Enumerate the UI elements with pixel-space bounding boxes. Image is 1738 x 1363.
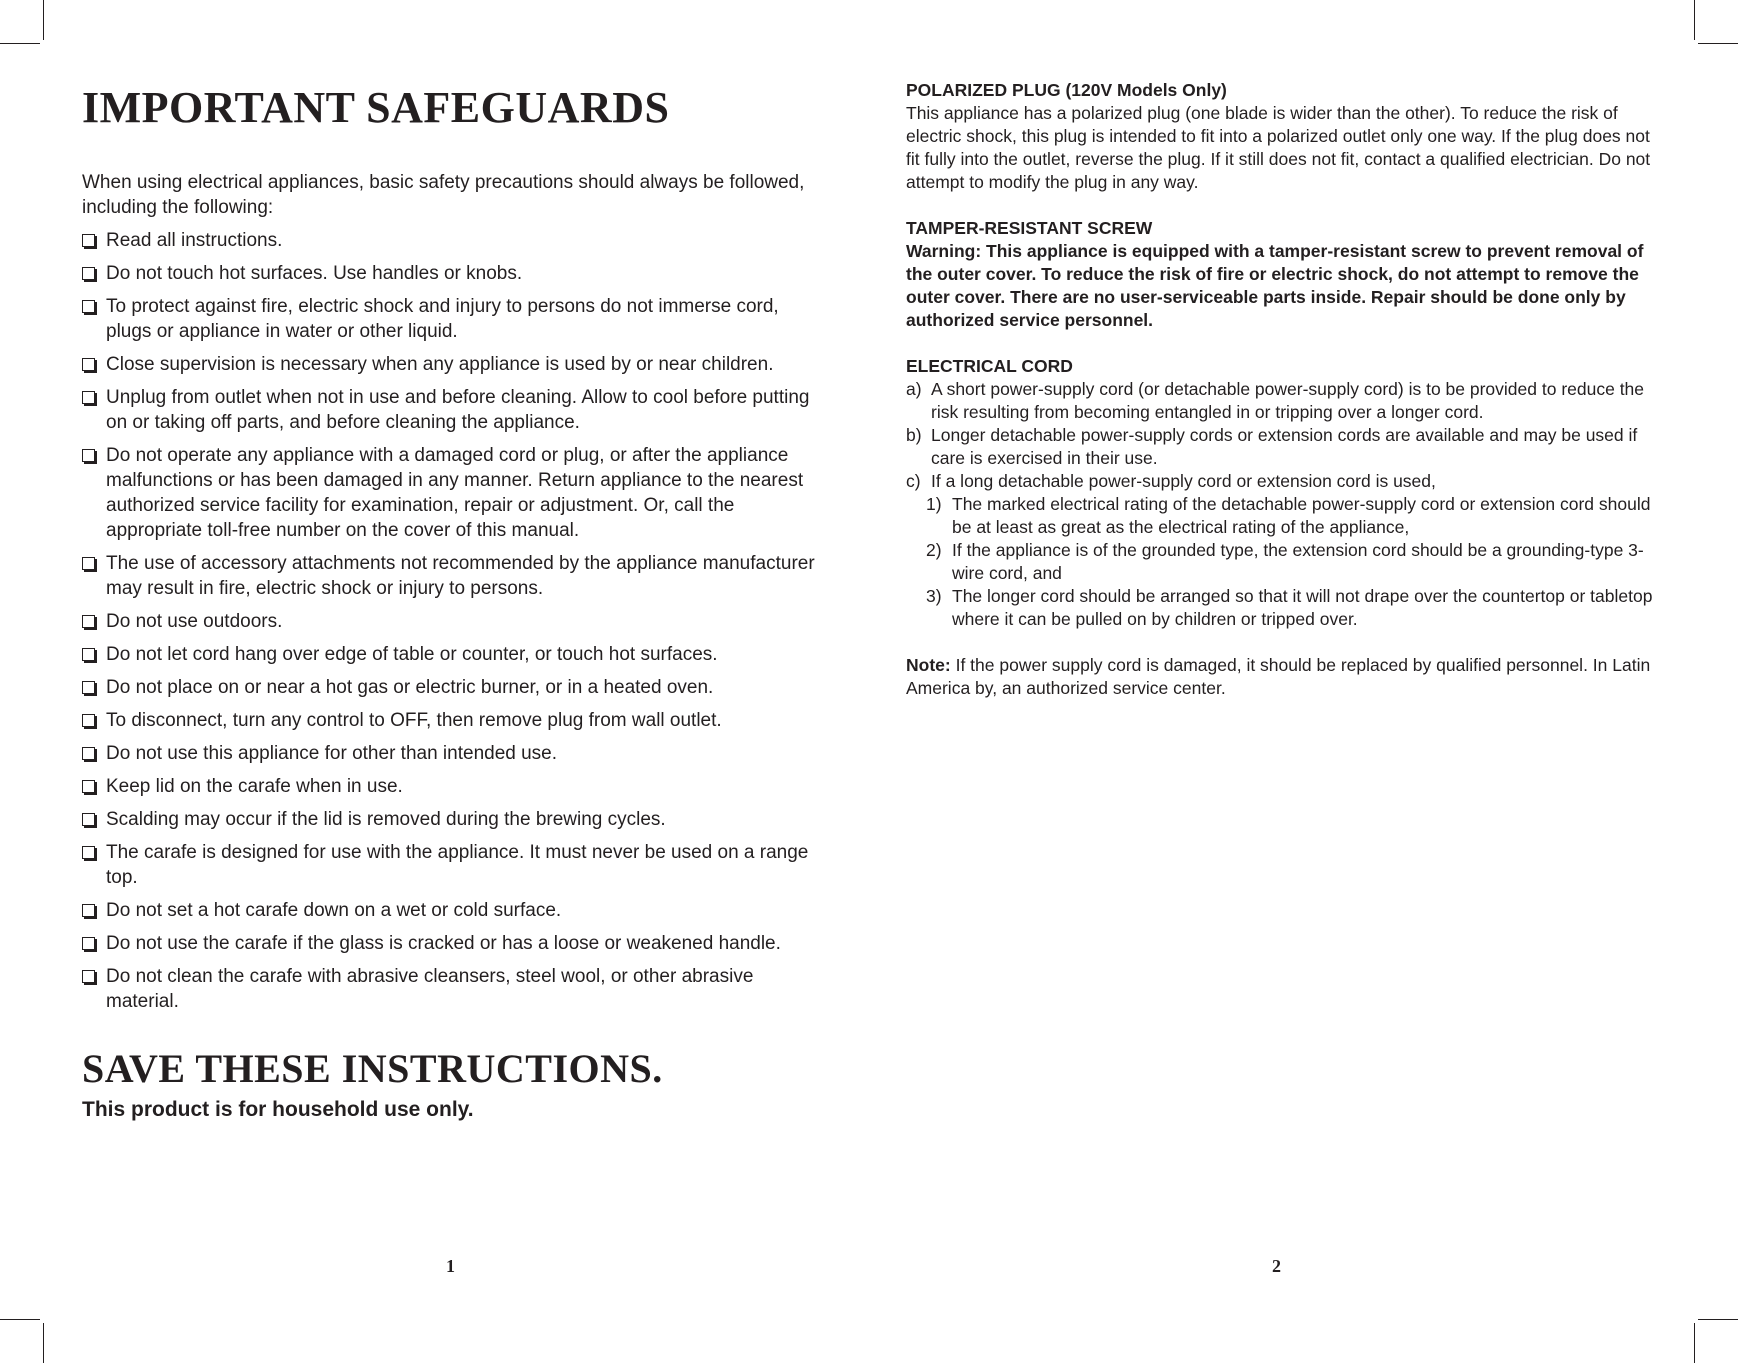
crop-mark	[1698, 1319, 1738, 1320]
checkbox-bullet-icon	[82, 234, 95, 247]
item-text: The marked electrical rating of the detachable power-supply cord or extension cord should be at least as great as the electrical rating of the appliance,	[952, 494, 1651, 537]
electrical-cord-heading: ELECTRICAL CORD	[906, 356, 1073, 376]
safeguard-text: Do not use this appliance for other than intended use.	[106, 743, 558, 764]
checkbox-bullet-icon	[82, 747, 95, 760]
tamper-screw-warning: Warning: This appliance is equipped with a tamper-resistant screw to prevent removal of the outer cover. To reduce the risk of fire or electric shock, do not attempt to remove the outer cover. There are no user-serviceable parts inside. Repair should be done only by authorized service personnel.	[906, 241, 1644, 330]
cord-item	[906, 424, 1658, 470]
item-label: 1)	[926, 494, 942, 514]
safeguard-item	[82, 840, 827, 890]
left-page	[82, 80, 827, 1124]
safeguard-text: To protect against fire, electric shock and injury to persons do not immerse cord, plugs or appliance in water or other liquid.	[106, 296, 779, 342]
safeguard-item	[82, 385, 827, 435]
item-text: The longer cord should be arranged so that it will not drape over the countertop or tabletop where it can be pulled on by children or tripped over.	[952, 586, 1653, 629]
item-label: c)	[906, 471, 921, 491]
crop-mark	[1694, 0, 1695, 40]
safeguard-text: Do not use outdoors.	[106, 611, 283, 632]
safeguard-text: Do not touch hot surfaces. Use handles or knobs.	[106, 263, 523, 284]
cord-subitem	[906, 539, 1658, 585]
checkbox-bullet-icon	[82, 780, 95, 793]
safeguard-text: Unplug from outlet when not in use and before cleaning. Allow to cool before putting on or taking off parts, and before cleaning the appliance.	[106, 387, 810, 433]
crop-mark	[0, 1319, 40, 1320]
safeguard-item	[82, 708, 827, 733]
safeguard-text: Scalding may occur if the lid is removed during the brewing cycles.	[106, 809, 666, 830]
checkbox-bullet-icon	[82, 681, 95, 694]
item-label: 3)	[926, 586, 942, 606]
item-text: Longer detachable power-supply cords or extension cords are available and may be used if care is exercised in their use.	[931, 425, 1638, 468]
safeguard-text: Do not place on or near a hot gas or electric burner, or in a heated oven.	[106, 677, 714, 698]
checkbox-bullet-icon	[82, 846, 95, 859]
note-label: Note:	[906, 655, 951, 675]
item-label: 2)	[926, 540, 942, 560]
safeguard-item	[82, 261, 827, 286]
safeguard-item	[82, 228, 827, 253]
safeguard-text: Do not operate any appliance with a damaged cord or plug, or after the appliance malfunctions or has been damaged in any manner. Return appliance to the nearest authorized service facility for examination, repair or adjustment. Or, call the appropriate toll-free number on the cover of this manual.	[106, 445, 804, 541]
safeguard-item	[82, 774, 827, 799]
safeguard-item	[82, 807, 827, 832]
electrical-cord-list	[906, 378, 1658, 631]
safeguard-item	[82, 609, 827, 634]
safeguard-text: Do not use the carafe if the glass is cracked or has a loose or weakened handle.	[106, 933, 781, 954]
cord-subitem	[906, 585, 1658, 631]
checkbox-bullet-icon	[82, 557, 95, 570]
checkbox-bullet-icon	[82, 300, 95, 313]
note-text: If the power supply cord is damaged, it should be replaced by qualified personnel. In Latin America by, an authorized service center.	[906, 655, 1651, 698]
safeguard-item	[82, 931, 827, 956]
checkbox-bullet-icon	[82, 714, 95, 727]
safeguard-item	[82, 642, 827, 667]
crop-mark	[0, 43, 40, 44]
safeguard-text: Do not set a hot carafe down on a wet or cold surface.	[106, 900, 562, 921]
right-page	[906, 79, 1658, 700]
tamper-screw-heading: TAMPER-RESISTANT SCREW	[906, 218, 1153, 238]
safeguard-item	[82, 294, 827, 344]
item-label: a)	[906, 379, 922, 399]
safeguard-item	[82, 675, 827, 700]
crop-mark	[43, 1323, 44, 1363]
safeguard-item	[82, 898, 827, 923]
item-label: b)	[906, 425, 922, 445]
intro-text: When using electrical appliances, basic safety precautions should always be followed, including the following:	[82, 172, 805, 218]
checkbox-bullet-icon	[82, 267, 95, 280]
cord-item	[906, 470, 1658, 493]
item-text: A short power-supply cord (or detachable power-supply cord) is to be provided to reduce the risk resulting from becoming entangled in or tripping over a longer cord.	[931, 379, 1645, 422]
safeguard-item	[82, 551, 827, 601]
safeguard-text: Close supervision is necessary when any appliance is used by or near children.	[106, 354, 774, 375]
item-text: If a long detachable power-supply cord or extension cord is used,	[931, 471, 1436, 491]
save-instructions-title: SAVE THESE INSTRUCTIONS.	[82, 1046, 663, 1091]
crop-mark	[1694, 1323, 1695, 1363]
safeguard-text: Do not let cord hang over edge of table or counter, or touch hot surfaces.	[106, 644, 718, 665]
crop-mark	[43, 0, 44, 40]
checkbox-bullet-icon	[82, 937, 95, 950]
safeguard-text: Read all instructions.	[106, 230, 283, 251]
item-text: If the appliance is of the grounded type, the extension cord should be a grounding-type 3-wire cord, and	[952, 540, 1644, 583]
safeguard-text: Keep lid on the carafe when in use.	[106, 776, 403, 797]
crop-mark	[1698, 43, 1738, 44]
safeguard-text: The use of accessory attachments not recommended by the appliance manufacturer may result in fire, electric shock or injury to persons.	[106, 553, 815, 599]
safeguard-text: Do not clean the carafe with abrasive cleansers, steel wool, or other abrasive material.	[106, 966, 754, 1012]
checkbox-bullet-icon	[82, 970, 95, 983]
checkbox-bullet-icon	[82, 813, 95, 826]
checkbox-bullet-icon	[82, 648, 95, 661]
page-title: IMPORTANT SAFEGUARDS	[82, 83, 670, 132]
checkbox-bullet-icon	[82, 904, 95, 917]
page-number-left: 1	[446, 1256, 455, 1276]
safeguard-item	[82, 352, 827, 377]
checkbox-bullet-icon	[82, 391, 95, 404]
safeguard-item	[82, 443, 827, 543]
safeguard-text: To disconnect, turn any control to OFF, then remove plug from wall outlet.	[106, 710, 722, 731]
cord-item	[906, 378, 1658, 424]
checkbox-bullet-icon	[82, 358, 95, 371]
page-number-right: 2	[1272, 1256, 1281, 1276]
polarized-plug-heading: POLARIZED PLUG (120V Models Only)	[906, 80, 1227, 100]
safeguard-text: The carafe is designed for use with the appliance. It must never be used on a range top.	[106, 842, 809, 888]
polarized-plug-text: This appliance has a polarized plug (one blade is wider than the other). To reduce the risk of electric shock, this plug is intended to fit into a polarized outlet only one way. If the plug does not fit fully into the outlet, reverse the plug. If it still does not fit, contact a qualified electrician. Do not attempt to modify the plug in any way.	[906, 103, 1651, 192]
cord-subitem	[906, 493, 1658, 539]
household-use-note: This product is for household use only.	[82, 1098, 474, 1121]
safeguards-list	[82, 228, 827, 1014]
safeguard-item	[82, 964, 827, 1014]
note-paragraph	[906, 654, 1658, 700]
checkbox-bullet-icon	[82, 615, 95, 628]
safeguard-item	[82, 741, 827, 766]
checkbox-bullet-icon	[82, 449, 95, 462]
